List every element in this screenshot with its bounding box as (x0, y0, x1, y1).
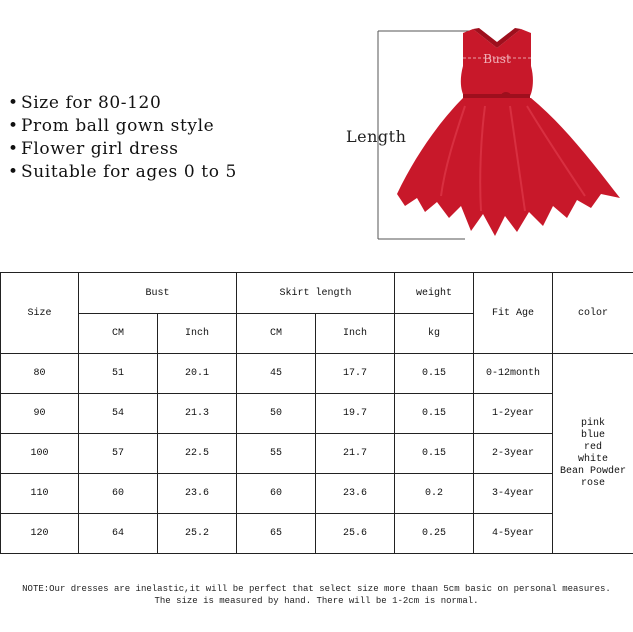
table-header-row (1, 273, 633, 314)
fit-age-cell: 0-12month (474, 354, 553, 394)
weight-kg-header: kg (395, 314, 474, 354)
bust-inch-cell: 25.2 (158, 514, 237, 554)
color-header: color (553, 273, 633, 354)
bust-cm-cell: 51 (79, 354, 158, 394)
weight-cell: 0.15 (395, 394, 474, 434)
weight-cell: 0.25 (395, 514, 474, 554)
fit-age-cell: 1-2year (474, 394, 553, 434)
feature-item (8, 138, 237, 161)
fit-age-cell: 3-4year (474, 474, 553, 514)
table-row (1, 394, 633, 434)
bust-inch-cell: 21.3 (158, 394, 237, 434)
bust-cm-cell: 57 (79, 434, 158, 474)
size-cell: 120 (1, 514, 79, 554)
bust-label: Bust (483, 52, 511, 66)
skirt-inch-header: Inch (316, 314, 395, 354)
sizing-note-line: NOTE:Our dresses are inelastic,it will be perfect that select size more thaan 5cm basic on personal measures. (22, 584, 611, 594)
table-row (1, 434, 633, 474)
bust-cm-cell: 54 (79, 394, 158, 434)
color-option: pink (581, 417, 606, 429)
skirt-inch-cell: 19.7 (316, 394, 395, 434)
table-row (1, 354, 633, 394)
feature-item (8, 115, 237, 138)
feature-item (8, 161, 237, 184)
size-chart-table (0, 272, 633, 554)
bust-inch-cell: 23.6 (158, 474, 237, 514)
weight-cell: 0.15 (395, 354, 474, 394)
size-header: Size (1, 273, 79, 354)
sizing-note (0, 583, 633, 607)
feature-text: Size for 80-120 (21, 93, 162, 113)
bullet-icon: • (8, 93, 19, 113)
bullet-icon: • (8, 116, 19, 136)
waist-sash (463, 94, 530, 98)
color-option: rose (581, 477, 606, 489)
color-option: Bean Powder (560, 465, 627, 477)
skirt-length-header: Skirt length (237, 273, 395, 314)
length-label: Length (346, 127, 407, 146)
bust-cm-cell: 64 (79, 514, 158, 554)
dress-illustration (345, 26, 630, 246)
dress-skirt (397, 98, 620, 236)
bust-inch-header: Inch (158, 314, 237, 354)
bullet-icon: • (8, 139, 19, 159)
skirt-inch-cell: 17.7 (316, 354, 395, 394)
feature-text: Prom ball gown style (21, 116, 215, 136)
skirt-inch-cell: 23.6 (316, 474, 395, 514)
bullet-icon: • (8, 162, 19, 182)
fit-age-cell: 4-5year (474, 514, 553, 554)
weight-cell: 0.2 (395, 474, 474, 514)
size-cell: 100 (1, 434, 79, 474)
feature-text: Suitable for ages 0 to 5 (21, 162, 237, 182)
feature-item (8, 92, 237, 115)
bust-inch-cell: 20.1 (158, 354, 237, 394)
size-cell: 110 (1, 474, 79, 514)
skirt-cm-cell: 60 (237, 474, 316, 514)
size-cell: 80 (1, 354, 79, 394)
sizing-note-line: The size is measured by hand. There will be 1-2cm is normal. (154, 596, 479, 606)
skirt-inch-cell: 25.6 (316, 514, 395, 554)
skirt-cm-cell: 45 (237, 354, 316, 394)
skirt-cm-cell: 65 (237, 514, 316, 554)
skirt-cm-cell: 55 (237, 434, 316, 474)
color-options-cell (553, 354, 633, 554)
fit-age-cell: 2-3year (474, 434, 553, 474)
size-cell: 90 (1, 394, 79, 434)
color-option: white (578, 453, 609, 465)
bust-header: Bust (79, 273, 237, 314)
bust-cm-header: CM (79, 314, 158, 354)
skirt-cm-cell: 50 (237, 394, 316, 434)
color-option: blue (581, 429, 606, 441)
fit-age-header: Fit Age (474, 273, 553, 354)
feature-text: Flower girl dress (21, 139, 179, 159)
skirt-inch-cell: 21.7 (316, 434, 395, 474)
table-row (1, 474, 633, 514)
feature-list (8, 92, 237, 184)
weight-header: weight (395, 273, 474, 314)
skirt-cm-header: CM (237, 314, 316, 354)
weight-cell: 0.15 (395, 434, 474, 474)
table-row (1, 514, 633, 554)
bust-cm-cell: 60 (79, 474, 158, 514)
bust-inch-cell: 22.5 (158, 434, 237, 474)
color-option: red (584, 441, 603, 453)
